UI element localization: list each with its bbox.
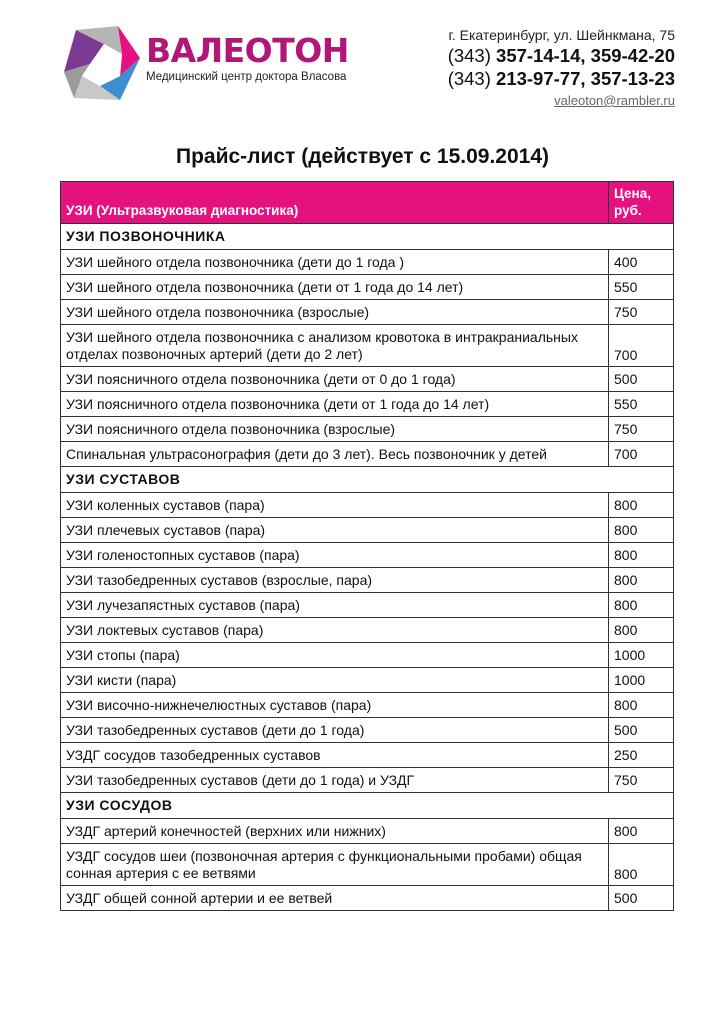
- price-cell: 250: [609, 743, 674, 768]
- header-price: Цена, руб.: [609, 182, 674, 224]
- table-row: [61, 518, 674, 543]
- section-title: УЗИ СОСУДОВ: [61, 793, 674, 819]
- service-cell: УЗИ поясничного отдела позвоночника (взрослые): [61, 417, 609, 442]
- price-cell: 550: [609, 275, 674, 300]
- table-row: [61, 844, 674, 886]
- section-title: УЗИ ПОЗВОНОЧНИКА: [61, 224, 674, 250]
- email-link[interactable]: valeoton@rambler.ru: [554, 93, 675, 108]
- service-cell: УЗИ коленных суставов (пара): [61, 493, 609, 518]
- price-cell: 550: [609, 392, 674, 417]
- price-cell: 800: [609, 693, 674, 718]
- table-row: [61, 493, 674, 518]
- service-cell: УЗИ шейного отдела позвоночника (взрослые): [61, 300, 609, 325]
- price-cell: 750: [609, 768, 674, 793]
- service-cell: УЗИ поясничного отдела позвоночника (дети от 1 года до 14 лет): [61, 392, 609, 417]
- service-cell: УЗИ шейного отдела позвоночника с анализом кровотока в интракраниальных отделах позвоночных артерий (дети до 2 лет): [61, 325, 609, 367]
- price-cell: 500: [609, 718, 674, 743]
- phone-numbers: 357-14-14, 359-42-20: [496, 45, 675, 66]
- service-cell: УЗДГ сосудов шеи (позвоночная артерия с функциональными пробами) общая сонная артерия с ее ветвями: [61, 844, 609, 886]
- brand-subtitle: Медицинский центр доктора Власова: [146, 71, 347, 83]
- table-row: [61, 668, 674, 693]
- table-row: [61, 743, 674, 768]
- price-cell: 1000: [609, 643, 674, 668]
- price-cell: 800: [609, 593, 674, 618]
- address: г. Екатеринбург, ул. Шейнкмана, 75: [448, 27, 675, 43]
- service-cell: УЗИ шейного отдела позвоночника (дети от 1 года до 14 лет): [61, 275, 609, 300]
- service-cell: УЗИ тазобедренных суставов (дети до 1 года): [61, 718, 609, 743]
- service-cell: УЗИ плечевых суставов (пара): [61, 518, 609, 543]
- price-cell: 800: [609, 844, 674, 886]
- table-row: [61, 250, 674, 275]
- price-cell: 1000: [609, 668, 674, 693]
- price-table: [60, 181, 674, 911]
- service-cell: УЗДГ общей сонной артерии и ее ветвей: [61, 886, 609, 911]
- phone-code: (343): [447, 45, 491, 66]
- valeoton-logo-icon: [60, 24, 142, 104]
- section-header: [61, 224, 674, 250]
- table-row: [61, 718, 674, 743]
- service-cell: УЗИ тазобедренных суставов (взрослые, пара): [61, 568, 609, 593]
- price-cell: 700: [609, 325, 674, 367]
- page-title: Прайс-лист (действует с 15.09.2014): [175, 145, 550, 168]
- section-header: [61, 467, 674, 493]
- table-row: [61, 693, 674, 718]
- table-row: [61, 768, 674, 793]
- service-cell: УЗИ лучезапястных суставов (пара): [61, 593, 609, 618]
- service-cell: УЗИ поясничного отдела позвоночника (дети от 0 до 1 года): [61, 367, 609, 392]
- phone-numbers: 213-97-77, 357-13-23: [496, 68, 675, 89]
- service-cell: Спинальная ультрасонография (дети до 3 лет). Весь позвоночник у детей: [61, 442, 609, 467]
- price-cell: 800: [609, 618, 674, 643]
- table-row: [61, 417, 674, 442]
- header-service: УЗИ (Ультразвуковая диагностика): [61, 182, 609, 224]
- service-cell: УЗИ голеностопных суставов (пара): [61, 543, 609, 568]
- price-cell: 800: [609, 493, 674, 518]
- table-row: [61, 442, 674, 467]
- table-row: [61, 593, 674, 618]
- table-row: [61, 819, 674, 844]
- price-cell: 750: [609, 417, 674, 442]
- table-row: [61, 300, 674, 325]
- price-cell: 800: [609, 543, 674, 568]
- service-cell: УЗИ стопы (пара): [61, 643, 609, 668]
- service-cell: УЗИ височно-нижнечелюстных суставов (пара): [61, 693, 609, 718]
- table-row: [61, 392, 674, 417]
- service-cell: УЗИ локтевых суставов (пара): [61, 618, 609, 643]
- table-row: [61, 643, 674, 668]
- price-cell: 400: [609, 250, 674, 275]
- price-cell: 800: [609, 568, 674, 593]
- service-cell: УЗИ кисти (пара): [61, 668, 609, 693]
- phone-line-1: [448, 44, 675, 67]
- section-header: [61, 793, 674, 819]
- table-header-row: [61, 182, 674, 224]
- table-row: [61, 886, 674, 911]
- phone-line-2: [448, 67, 675, 90]
- service-cell: УЗДГ артерий конечностей (верхних или нижних): [61, 819, 609, 844]
- table-row: [61, 618, 674, 643]
- table-row: [61, 367, 674, 392]
- service-cell: УЗИ шейного отдела позвоночника (дети до 1 года ): [61, 250, 609, 275]
- phone-code: (343): [447, 68, 491, 89]
- service-cell: УЗИ тазобедренных суставов (дети до 1 года) и УЗДГ: [61, 768, 609, 793]
- table-row: [61, 543, 674, 568]
- price-cell: 750: [609, 300, 674, 325]
- service-cell: УЗДГ сосудов тазобедренных суставов: [61, 743, 609, 768]
- section-title: УЗИ СУСТАВОВ: [61, 467, 674, 493]
- price-cell: 500: [609, 886, 674, 911]
- table-row: [61, 325, 674, 367]
- brand-name: ВАЛЕОТОН: [146, 31, 349, 70]
- price-cell: 700: [609, 442, 674, 467]
- contacts-block: [448, 26, 675, 110]
- table-row: [61, 275, 674, 300]
- price-cell: 800: [609, 518, 674, 543]
- table-row: [61, 568, 674, 593]
- price-cell: 500: [609, 367, 674, 392]
- price-cell: 800: [609, 819, 674, 844]
